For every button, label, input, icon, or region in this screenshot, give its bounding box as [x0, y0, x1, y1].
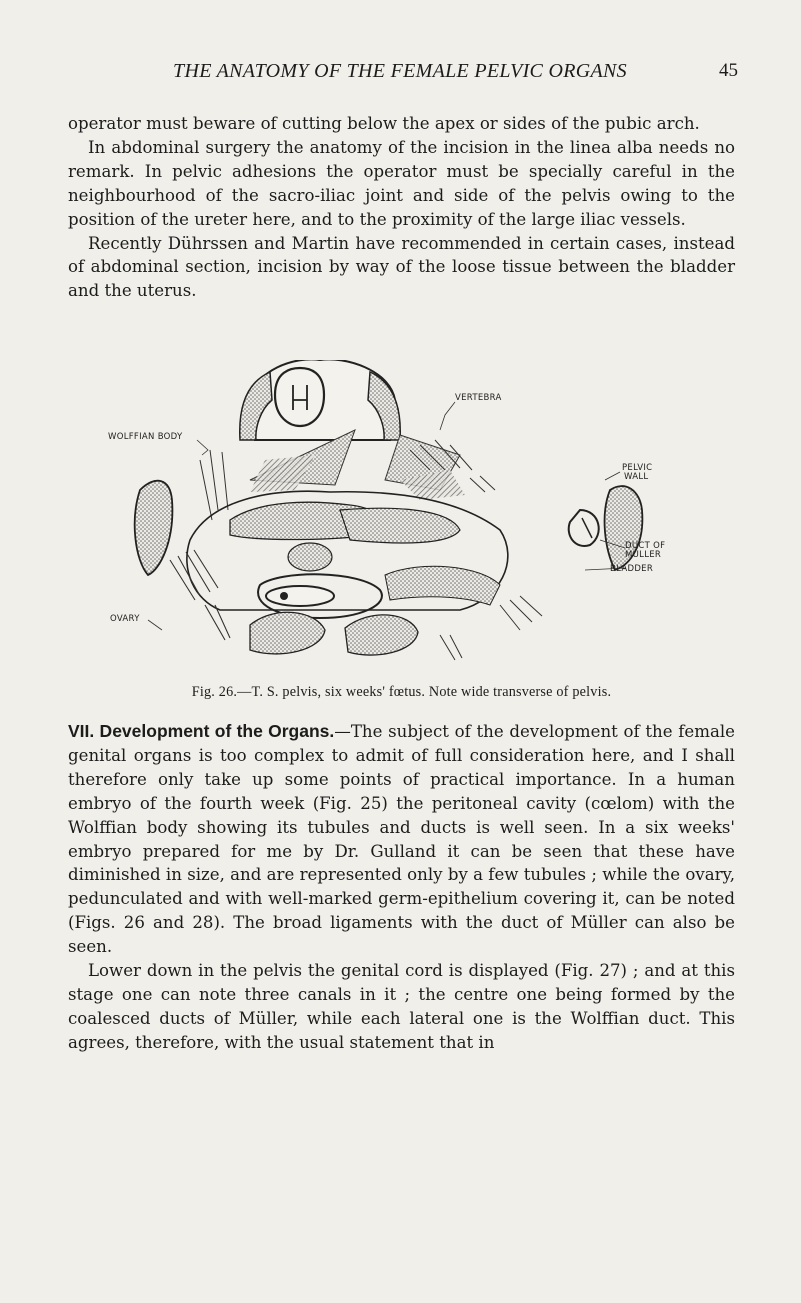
- right-bladder-tissue: [385, 566, 500, 605]
- label-bladder: BLADDER: [610, 564, 654, 574]
- label-vertebra: VERTEBRA: [455, 393, 502, 403]
- section-paragraph-2: Lower down in the pelvis the genital cord is displayed (Fig. 27) ; and at this stage one can note three canals in it ; the centre one being formed by the coalesced ducts of Müller, while each lateral one is the Wolffian duct. This agrees, therefore, with the usual statement that in: [68, 961, 735, 1052]
- vertebra-body: [275, 368, 324, 426]
- section-paragraph-1: [68, 720, 735, 959]
- section-heading: VII. Development of the Organs.: [68, 721, 335, 741]
- label-ovary: OVARY: [110, 614, 140, 624]
- page-number: 45: [719, 60, 738, 81]
- paragraph-continuation: operator must beware of cutting below the apex or sides of the pubic arch.: [68, 114, 700, 133]
- top-text-block: [68, 112, 735, 303]
- left-lower-lobe: [250, 612, 325, 654]
- pelvis-section-drawing: [100, 360, 700, 675]
- ovary-fibres: [170, 550, 230, 640]
- label-pelvic-wall-1: PELVIC: [622, 463, 653, 473]
- label-pelvic-wall-2: WALL: [624, 472, 649, 482]
- running-title: THE ANATOMY OF THE FEMALE PELVIC ORGANS: [173, 60, 627, 82]
- paragraph-duhrssen-martin: Recently Dührssen and Martin have recommended in certain cases, instead of abdominal section, incision by way of the loose tissue between the bladder and the uterus.: [68, 233, 735, 301]
- right-mass: [340, 508, 460, 543]
- duct-line: [582, 518, 592, 538]
- label-duct-of-muller-2: MÜLLER: [625, 550, 662, 560]
- figure-26: [100, 360, 700, 675]
- right-lower-lobe: [345, 615, 418, 655]
- section-text-block: [68, 720, 735, 1055]
- label-wolffian-body: WOLFFIAN BODY: [108, 432, 183, 442]
- central-structure: [288, 543, 332, 571]
- label-duct-of-muller-1: DUCT OF: [625, 541, 666, 551]
- paragraph-abdominal-surgery: In abdominal surgery the anatomy of the incision in the linea alba needs no remark. In pelvic adhesions the operator must be specially careful in the neighbourhood of the sacro-iliac joint and side of the pelvis owing to the position of the ureter here, and to the proximity of the large iliac vessels.: [68, 137, 735, 229]
- figure-caption: Fig. 26.—T. S. pelvis, six weeks' fœtus. Note wide transverse of pelvis.: [191, 684, 612, 700]
- bladder-dot: [280, 592, 288, 600]
- section-paragraph-1-text: —The subject of the development of the female genital organs is too complex to admit of full consideration here, and I shall therefore only take up some points of practical importance. In a human embryo of the fourth week (Fig. 25) the peritoneal cavity (cœlom) with the Wolffian body showing its tubules and ducts is well seen. In a six weeks' embryo prepared for me by Dr. Gulland it can be seen that these have diminished in size, and are represented only by a few tubules ; while the ovary, pedunculated and with well-marked germ-epithelium covering it, can be noted (Figs. 26 and 28). The broad ligaments with the duct of Müller can also be seen.: [68, 722, 735, 957]
- duct-loop: [569, 510, 599, 546]
- bladder-lumen: [266, 586, 334, 606]
- bladder-fibres: [440, 596, 542, 660]
- ovary-shape: [135, 481, 173, 575]
